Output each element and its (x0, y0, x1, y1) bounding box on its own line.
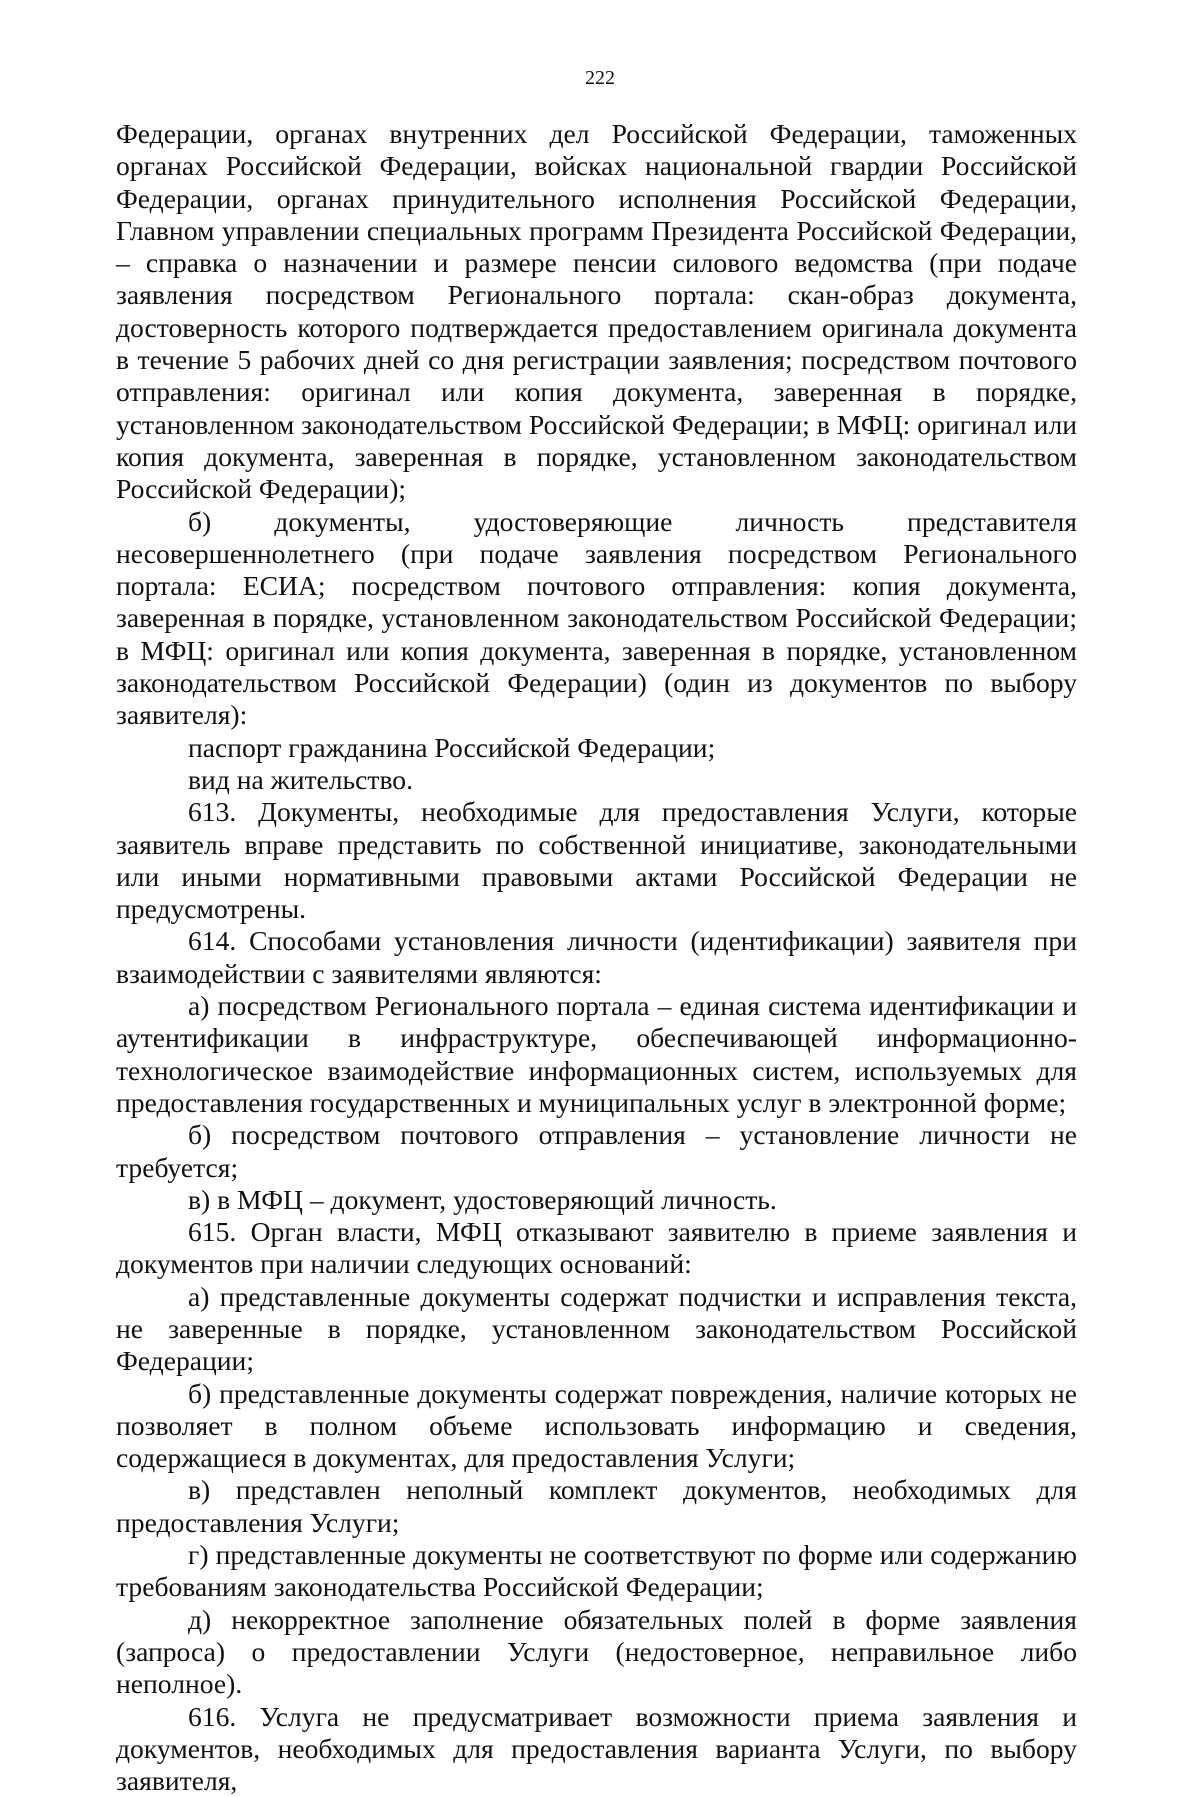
paragraph-614-a: а) посредством Регионального портала – единая система идентификации и аутентификации в инфраструктуре, обеспечивающей информационно-технологическое взаимодействие информационных систем, используемых для предоставления государственных и муниципальных услуг в электронной форме; (116, 990, 1077, 1118)
paragraph-615: 615. Орган власти, МФЦ отказывают заявителю в приеме заявления и документов при наличии следующих оснований: (116, 1216, 1077, 1280)
paragraph-continuation-pension-certificate: Федерации, органах внутренних дел Российской Федерации, таможенных органах Российской Федерации, войсках национальной гвардии Российской Федерации, органах принудительного исполнения Российской Федерации, Главном управлении специальных программ Президента Российской Федерации, – справка о назначении и размере пенсии силового ведомства (при подаче заявления посредством Регионального портала: скан-образ документа, достоверность которого подтверждается предоставлением оригинала документа в течение 5 рабочих дней со дня регистрации заявления; посредством почтового отправления: оригинал или копия документа, заверенная в порядке, установленном законодательством Российской Федерации; в МФЦ: оригинал или копия документа, заверенная в порядке, установленном законодательством Российской Федерации); (116, 118, 1077, 505)
paragraph-616: 616. Услуга не предусматривает возможности приема заявления и документов, необходимых для предоставления варианта Услуги, по выбору заявителя, (116, 1700, 1077, 1797)
paragraph-615-d: д) некорректное заполнение обязательных полей в форме заявления (запроса) о предоставлении Услуги (недостоверное, неправильное либо неполное). (116, 1603, 1077, 1700)
paragraph-614: 614. Способами установления личности (идентификации) заявителя при взаимодействии с заявителями являются: (116, 925, 1077, 989)
paragraph-615-g: г) представленные документы не соответствуют по форме или содержанию требованиям законодательства Российской Федерации; (116, 1539, 1077, 1603)
paragraph-615-b: б) представленные документы содержат повреждения, наличие которых не позволяет в полном объеме использовать информацию и сведения, содержащиеся в документах, для предоставления Услуги; (116, 1377, 1077, 1474)
document-body (116, 118, 1077, 1797)
paragraph-b-representative-identity: б) документы, удостоверяющие личность представителя несовершеннолетнего (при подаче заявления посредством Регионального портала: ЕСИА; посредством почтового отправления: копия документа, заверенная в порядке, установленном законодательством Российской Федерации; в МФЦ: оригинал или копия документа, заверенная в порядке, установленном законодательством Российской Федерации) (один из документов по выбору заявителя): (116, 505, 1077, 731)
paragraph-614-v: в) в МФЦ – документ, удостоверяющий личность. (188, 1183, 777, 1215)
paragraph-615-a: а) представленные документы содержат подчистки и исправления текста, не заверенные в порядке, установленном законодательством Российской Федерации; (116, 1280, 1077, 1377)
list-item-passport: паспорт гражданина Российской Федерации; (188, 731, 716, 763)
paragraph-613: 613. Документы, необходимые для предоставления Услуги, которые заявитель вправе представить по собственной инициативе, законодательными или иными нормативными правовыми актами Российской Федерации не предусмотрены. (116, 796, 1077, 925)
list-item-residence-permit: вид на жительство. (188, 763, 413, 795)
page-number: 222 (585, 67, 615, 89)
paragraph-615-v: в) представлен неполный комплект документов, необходимых для предоставления Услуги; (116, 1474, 1077, 1538)
paragraph-614-b: б) посредством почтового отправления – установление личности не требуется; (116, 1119, 1077, 1183)
